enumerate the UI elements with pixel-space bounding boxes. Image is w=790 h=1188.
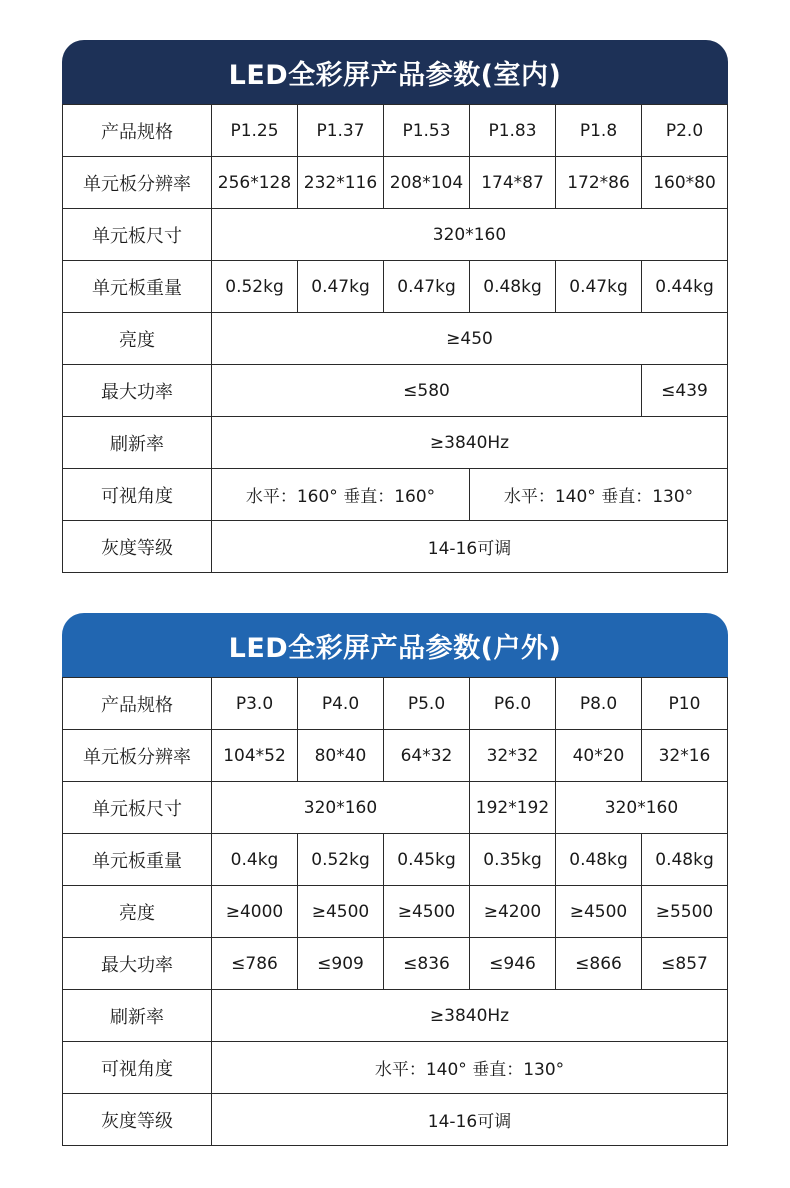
cell-brightness: ≥4500 <box>384 886 470 938</box>
cell-power: ≤857 <box>642 938 728 990</box>
row-label: 产品规格 <box>63 105 212 157</box>
cell-weight: 0.48kg <box>642 834 728 886</box>
cell-resolution: 174*87 <box>470 157 556 209</box>
cell-power: ≤439 <box>642 365 728 417</box>
row-resolution <box>63 730 728 782</box>
cell-resolution: 256*128 <box>212 157 298 209</box>
row-viewing-angle <box>63 1042 728 1094</box>
row-resolution <box>63 157 728 209</box>
cell-resolution: 160*80 <box>642 157 728 209</box>
cell-brightness: ≥4200 <box>470 886 556 938</box>
cell-weight: 0.47kg <box>384 261 470 313</box>
indoor-title: LED全彩屏产品参数(室内) <box>62 40 728 104</box>
cell-brightness: ≥450 <box>212 313 728 365</box>
cell-weight: 0.44kg <box>642 261 728 313</box>
row-label: 可视角度 <box>63 1042 212 1094</box>
row-refresh <box>63 417 728 469</box>
outdoor-spec-card <box>62 613 728 1146</box>
cell-spec: P5.0 <box>384 678 470 730</box>
cell-weight: 0.47kg <box>556 261 642 313</box>
row-grayscale <box>63 1094 728 1146</box>
cell-refresh: ≥3840Hz <box>212 990 728 1042</box>
cell-resolution: 208*104 <box>384 157 470 209</box>
cell-weight: 0.35kg <box>470 834 556 886</box>
row-power <box>63 938 728 990</box>
cell-viewing-angle: 水平：140° 垂直：130° <box>470 469 728 521</box>
cell-resolution: 40*20 <box>556 730 642 782</box>
row-label: 单元板尺寸 <box>63 209 212 261</box>
row-label: 单元板分辨率 <box>63 730 212 782</box>
cell-resolution: 172*86 <box>556 157 642 209</box>
row-size <box>63 209 728 261</box>
cell-resolution: 80*40 <box>298 730 384 782</box>
cell-weight: 0.52kg <box>298 834 384 886</box>
cell-size: 320*160 <box>556 782 728 834</box>
row-label: 灰度等级 <box>63 1094 212 1146</box>
row-label: 亮度 <box>63 313 212 365</box>
cell-spec: P10 <box>642 678 728 730</box>
row-label: 单元板分辨率 <box>63 157 212 209</box>
row-brightness <box>63 886 728 938</box>
outdoor-title: LED全彩屏产品参数(户外) <box>62 613 728 677</box>
row-label: 可视角度 <box>63 469 212 521</box>
outdoor-spec-table <box>62 677 728 1146</box>
cell-resolution: 232*116 <box>298 157 384 209</box>
indoor-spec-card <box>62 40 728 573</box>
cell-spec: P1.37 <box>298 105 384 157</box>
cell-spec: P4.0 <box>298 678 384 730</box>
cell-weight: 0.48kg <box>556 834 642 886</box>
cell-spec: P3.0 <box>212 678 298 730</box>
cell-brightness: ≥4000 <box>212 886 298 938</box>
cell-weight: 0.52kg <box>212 261 298 313</box>
cell-spec: P1.8 <box>556 105 642 157</box>
row-viewing-angle <box>63 469 728 521</box>
row-label: 刷新率 <box>63 990 212 1042</box>
cell-spec: P1.83 <box>470 105 556 157</box>
cell-resolution: 104*52 <box>212 730 298 782</box>
row-weight <box>63 834 728 886</box>
cell-viewing-angle: 水平：140° 垂直：130° <box>212 1042 728 1094</box>
cell-resolution: 64*32 <box>384 730 470 782</box>
row-label: 灰度等级 <box>63 521 212 573</box>
cell-weight: 0.4kg <box>212 834 298 886</box>
cell-brightness: ≥4500 <box>298 886 384 938</box>
row-size <box>63 782 728 834</box>
row-brightness <box>63 313 728 365</box>
row-label: 亮度 <box>63 886 212 938</box>
cell-power: ≤836 <box>384 938 470 990</box>
cell-size: 320*160 <box>212 209 728 261</box>
cell-refresh: ≥3840Hz <box>212 417 728 469</box>
cell-brightness: ≥4500 <box>556 886 642 938</box>
cell-brightness: ≥5500 <box>642 886 728 938</box>
cell-spec: P8.0 <box>556 678 642 730</box>
row-power <box>63 365 728 417</box>
cell-spec: P1.53 <box>384 105 470 157</box>
row-spec <box>63 105 728 157</box>
cell-weight: 0.47kg <box>298 261 384 313</box>
cell-grayscale: 14-16可调 <box>212 1094 728 1146</box>
row-label: 单元板重量 <box>63 834 212 886</box>
cell-spec: P1.25 <box>212 105 298 157</box>
row-spec <box>63 678 728 730</box>
row-weight <box>63 261 728 313</box>
cell-power: ≤580 <box>212 365 642 417</box>
cell-resolution: 32*32 <box>470 730 556 782</box>
cell-viewing-angle: 水平：160° 垂直：160° <box>212 469 470 521</box>
row-grayscale <box>63 521 728 573</box>
cell-weight: 0.45kg <box>384 834 470 886</box>
cell-size: 192*192 <box>470 782 556 834</box>
cell-spec: P2.0 <box>642 105 728 157</box>
row-label: 最大功率 <box>63 938 212 990</box>
cell-power: ≤946 <box>470 938 556 990</box>
cell-weight: 0.48kg <box>470 261 556 313</box>
cell-power: ≤866 <box>556 938 642 990</box>
row-label: 刷新率 <box>63 417 212 469</box>
row-label: 单元板尺寸 <box>63 782 212 834</box>
cell-grayscale: 14-16可调 <box>212 521 728 573</box>
row-refresh <box>63 990 728 1042</box>
row-label: 单元板重量 <box>63 261 212 313</box>
row-label: 最大功率 <box>63 365 212 417</box>
cell-power: ≤786 <box>212 938 298 990</box>
cell-spec: P6.0 <box>470 678 556 730</box>
row-label: 产品规格 <box>63 678 212 730</box>
indoor-spec-table <box>62 104 728 573</box>
cell-size: 320*160 <box>212 782 470 834</box>
cell-resolution: 32*16 <box>642 730 728 782</box>
cell-power: ≤909 <box>298 938 384 990</box>
